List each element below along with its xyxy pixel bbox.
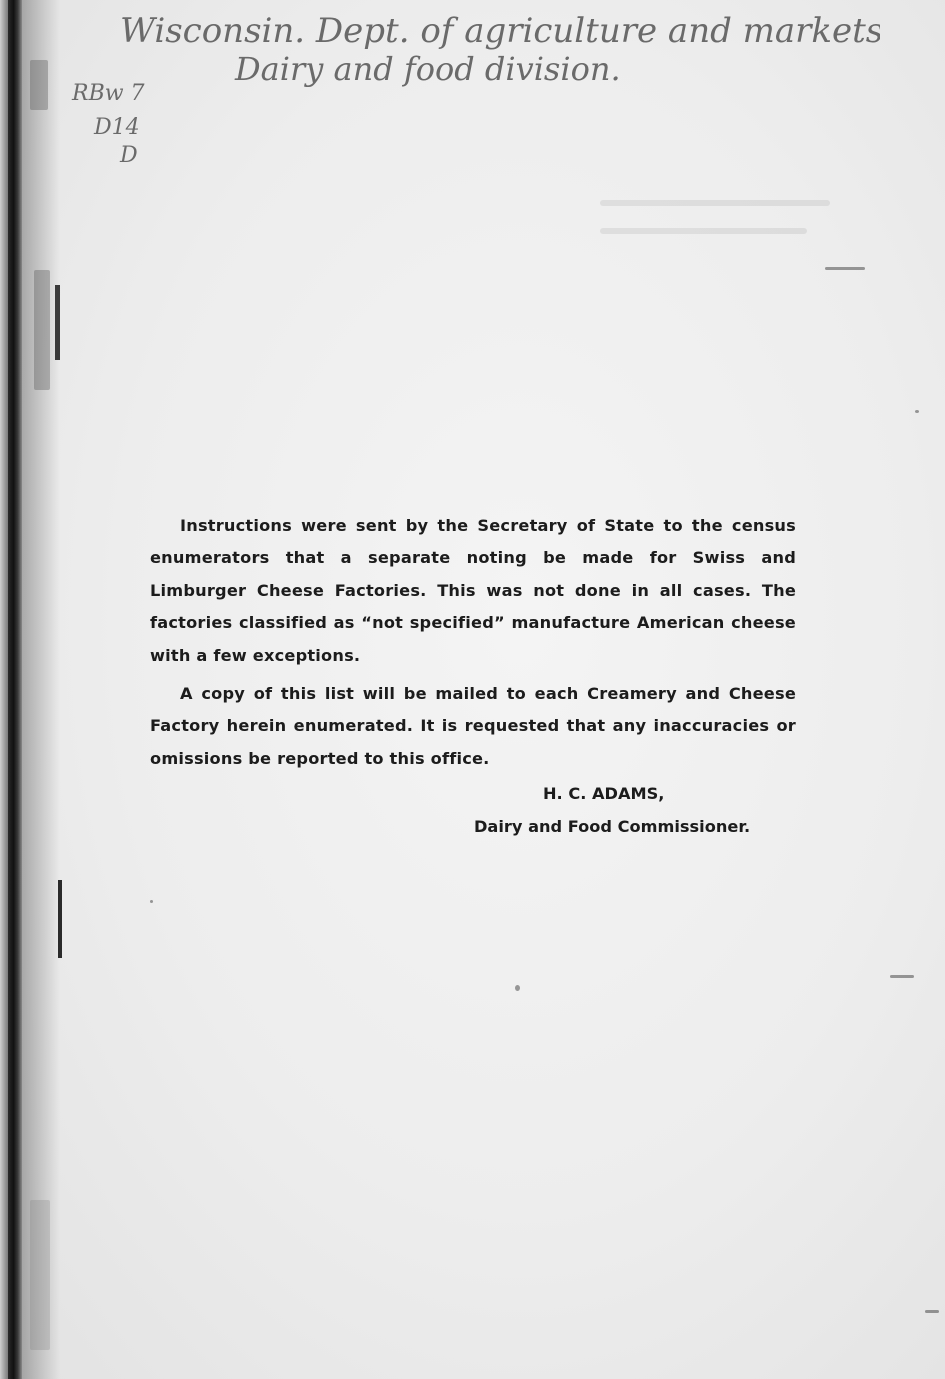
speck	[890, 975, 914, 978]
handwriting-line-2: Dairy and food division.	[235, 50, 621, 88]
catalog-mark-2: D14	[94, 115, 140, 140]
speck	[925, 1310, 939, 1313]
catalog-mark-3: D	[120, 143, 138, 168]
bleed-through	[600, 200, 830, 260]
handwriting-line-1: Wisconsin. Dept. of agriculture and markets.	[120, 11, 880, 51]
signatory-name: H. C. ADAMS,	[543, 784, 665, 803]
binding-edge	[0, 0, 60, 1379]
binding-mark	[58, 880, 62, 958]
catalog-mark-1: RBw 7	[72, 81, 145, 106]
signatory-title: Dairy and Food Commissioner.	[474, 817, 751, 836]
handwritten-annotation	[60, 0, 880, 180]
page-edge	[0, 0, 8, 1379]
speck	[150, 900, 153, 903]
notice-text	[150, 510, 796, 775]
speck	[825, 267, 865, 270]
binding-smudge	[30, 1200, 50, 1350]
binding-shadow	[22, 0, 60, 1379]
binding-smudge	[30, 60, 48, 110]
notice-paragraph-1: Instructions were sent by the Secretary of State to the census enumerators that a separate noting be made for Swiss and Limburger Cheese Factories. This was not done in all cases. The factories classified as “not specified” manufacture American cheese with a few exceptions.	[150, 516, 796, 665]
speck	[915, 410, 919, 413]
binding-mark	[55, 285, 60, 360]
speck	[515, 985, 520, 991]
binding-smudge	[34, 270, 50, 390]
notice-paragraph-2: A copy of this list will be mailed to each Creamery and Cheese Factory herein enumerated. It is requested that any inaccuracies or omissions be reported to this office.	[150, 684, 796, 768]
binding-spine	[8, 0, 22, 1379]
